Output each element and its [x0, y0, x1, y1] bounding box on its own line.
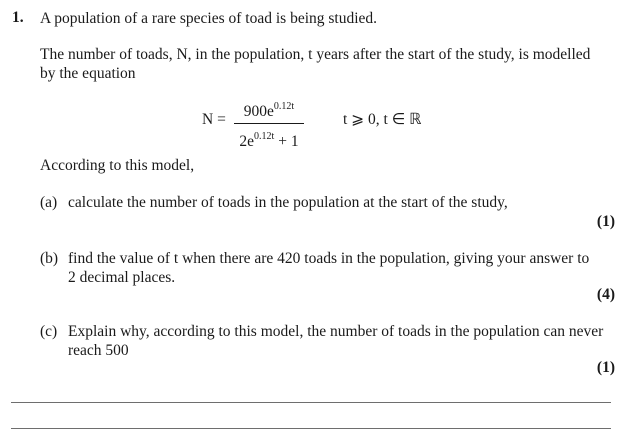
fraction-bar [234, 123, 304, 124]
part-c-label: (c) [40, 323, 58, 340]
denominator-exponent: 0.12t [254, 131, 275, 142]
part-c-text-line-2: reach 500 [68, 342, 129, 359]
part-b-marks: (4) [596, 286, 615, 303]
part-a-label: (a) [40, 194, 58, 211]
part-a-text: calculate the number of toads in the population at the start of the study, [68, 194, 508, 211]
part-c-marks: (1) [596, 359, 615, 376]
model-description-line-1: The number of toads, N, in the population, t years after the start of the study, is modelled [40, 46, 591, 63]
answer-line [11, 428, 611, 429]
numerator-exponent: 0.12t [273, 101, 295, 112]
equation-denominator: $2e^{0.12t} + 1$ [239, 131, 299, 150]
according-to-model: According to this model, [40, 157, 195, 174]
part-c-text-line-1: Explain why, according to this model, the number of toads in the population can never [68, 323, 604, 340]
model-description-line-2: by the equation [40, 65, 136, 82]
part-b-label: (b) [40, 250, 59, 267]
equation-numerator: $900e^{0.12t}$ [243, 101, 295, 120]
part-b-text-line-2: 2 decimal places. [68, 269, 176, 286]
part-a-marks: (1) [596, 213, 615, 230]
question-number: 1. [12, 9, 24, 26]
equation-condition: t ⩾ 0, t ∈ ℝ [343, 111, 422, 128]
equation-lhs: N = [202, 111, 226, 128]
answer-line [11, 402, 611, 403]
equation-fraction [234, 97, 304, 151]
question-intro: A population of a rare species of toad is being studied. [40, 10, 378, 27]
part-b-text-line-1: find the value of t when there are 420 toads in the population, giving your answer to [68, 250, 590, 267]
